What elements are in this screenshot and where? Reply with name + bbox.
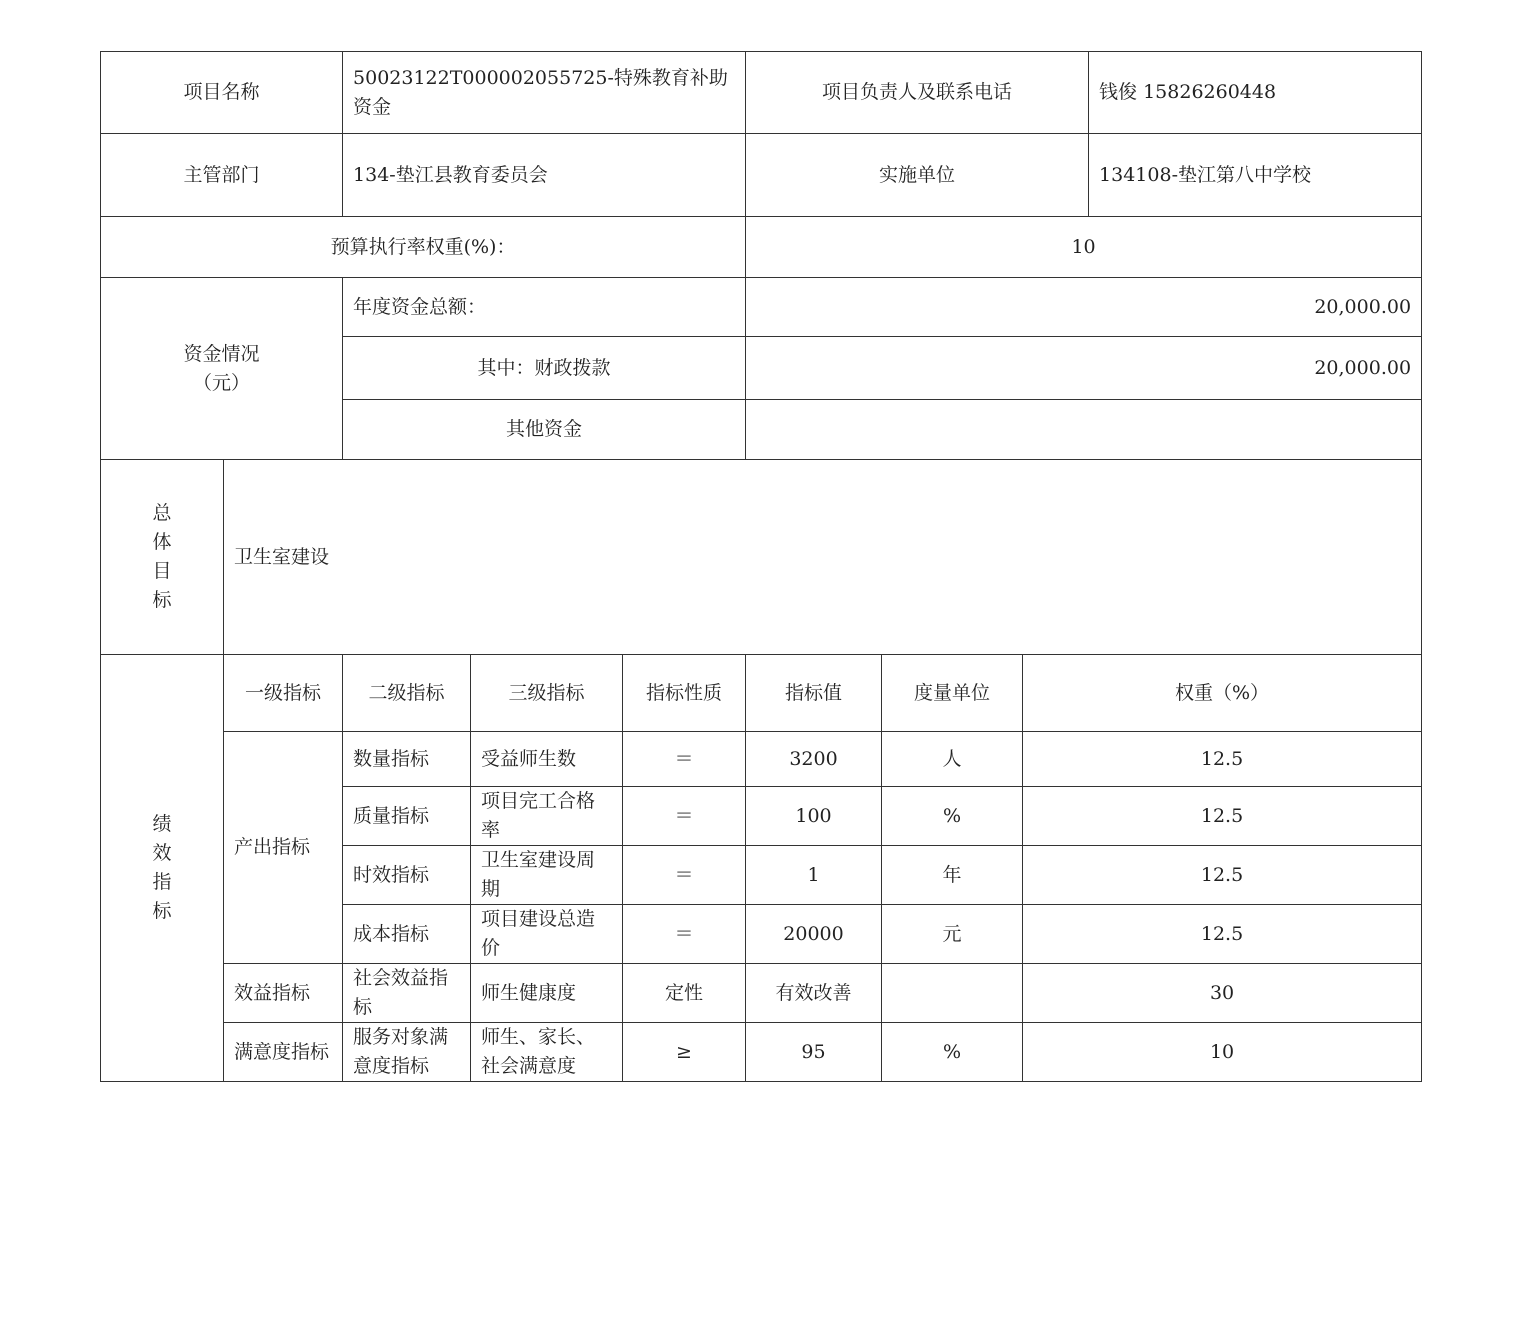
level2-cell: 社会效益指标 [343, 964, 471, 1023]
unit-cell [882, 964, 1023, 1023]
nature-cell: ＝ [623, 846, 746, 905]
budget-rate-label: 预算执行率权重(%)： [101, 217, 746, 278]
funds-other-value [746, 400, 1422, 460]
level2-cell: 服务对象满意度指标 [343, 1023, 471, 1082]
output-indicator-label: 产出指标 [224, 732, 343, 964]
unit-cell: % [882, 787, 1023, 846]
department-value: 134-垫江县教育委员会 [343, 134, 746, 217]
satisfaction-indicator-label: 满意度指标 [224, 1023, 343, 1082]
goal-label-char: 标 [152, 589, 172, 611]
level2-cell: 时效指标 [343, 846, 471, 905]
level3-cell: 师生、家长、社会满意度 [471, 1023, 623, 1082]
value-cell: 20000 [746, 905, 882, 964]
goal-label-char: 总 [152, 502, 172, 524]
project-name-value: 50023122T000002055725-特殊教育补助资金 [343, 52, 746, 134]
funds-label-line2: （元） [193, 371, 251, 394]
value-cell: 100 [746, 787, 882, 846]
level3-cell: 卫生室建设周期 [471, 846, 623, 905]
level3-cell: 师生健康度 [471, 964, 623, 1023]
table-row [101, 1023, 1422, 1082]
funds-fiscal-label: 其中：财政拨款 [343, 337, 746, 400]
unit-cell: 年 [882, 846, 1023, 905]
unit-cell: 人 [882, 732, 1023, 787]
level3-cell: 项目完工合格率 [471, 787, 623, 846]
header-nature: 指标性质 [623, 655, 746, 732]
table-row [101, 732, 1422, 787]
level2-cell: 质量指标 [343, 787, 471, 846]
contact-label: 项目负责人及联系电话 [746, 52, 1089, 134]
value-cell: 95 [746, 1023, 882, 1082]
performance-label-char: 效 [152, 842, 172, 864]
goal-label-char: 目 [152, 560, 172, 582]
weight-cell: 12.5 [1023, 787, 1422, 846]
level2-cell: 成本指标 [343, 905, 471, 964]
performance-table [100, 51, 1422, 1082]
level3-cell: 项目建设总造价 [471, 905, 623, 964]
unit-cell: 元 [882, 905, 1023, 964]
nature-cell: ≥ [623, 1023, 746, 1082]
department-row [101, 134, 1422, 217]
level2-cell: 数量指标 [343, 732, 471, 787]
funds-label [101, 278, 343, 460]
funds-total-label: 年度资金总额： [343, 278, 746, 337]
performance-label [101, 655, 224, 1082]
performance-label-char: 绩 [152, 813, 172, 835]
goal-row [101, 460, 1422, 655]
weight-cell: 30 [1023, 964, 1422, 1023]
weight-cell: 12.5 [1023, 732, 1422, 787]
weight-cell: 10 [1023, 1023, 1422, 1082]
funds-total-value: 20,000.00 [746, 278, 1422, 337]
nature-cell: ＝ [623, 905, 746, 964]
nature-cell: 定性 [623, 964, 746, 1023]
value-cell: 1 [746, 846, 882, 905]
nature-cell: ＝ [623, 787, 746, 846]
performance-label-char: 标 [152, 900, 172, 922]
weight-cell: 12.5 [1023, 905, 1422, 964]
benefit-indicator-label: 效益指标 [224, 964, 343, 1023]
goal-label-char: 体 [152, 531, 172, 553]
header-unit: 度量单位 [882, 655, 1023, 732]
unit-cell: % [882, 1023, 1023, 1082]
header-level1: 一级指标 [224, 655, 343, 732]
budget-rate-row [101, 217, 1422, 278]
header-level3: 三级指标 [471, 655, 623, 732]
funds-total-row [101, 278, 1422, 337]
header-weight: 权重（%） [1023, 655, 1422, 732]
funds-fiscal-value: 20,000.00 [746, 337, 1422, 400]
department-label: 主管部门 [101, 134, 343, 217]
budget-rate-value: 10 [746, 217, 1422, 278]
performance-header-row [101, 655, 1422, 732]
implementing-unit-value: 134108-垫江第八中学校 [1089, 134, 1422, 217]
goal-text: 卫生室建设 [224, 460, 1422, 655]
goal-label [101, 460, 224, 655]
project-name-row [101, 52, 1422, 134]
weight-cell: 12.5 [1023, 846, 1422, 905]
project-name-label: 项目名称 [101, 52, 343, 134]
table-row [101, 964, 1422, 1023]
funds-label-line1: 资金情况 [183, 342, 260, 365]
nature-cell: ＝ [623, 732, 746, 787]
implementing-unit-label: 实施单位 [746, 134, 1089, 217]
value-cell: 有效改善 [746, 964, 882, 1023]
level3-cell: 受益师生数 [471, 732, 623, 787]
funds-other-label: 其他资金 [343, 400, 746, 460]
header-level2: 二级指标 [343, 655, 471, 732]
contact-value: 钱俊 15826260448 [1089, 52, 1422, 134]
value-cell: 3200 [746, 732, 882, 787]
performance-label-char: 指 [152, 871, 172, 893]
header-value: 指标值 [746, 655, 882, 732]
